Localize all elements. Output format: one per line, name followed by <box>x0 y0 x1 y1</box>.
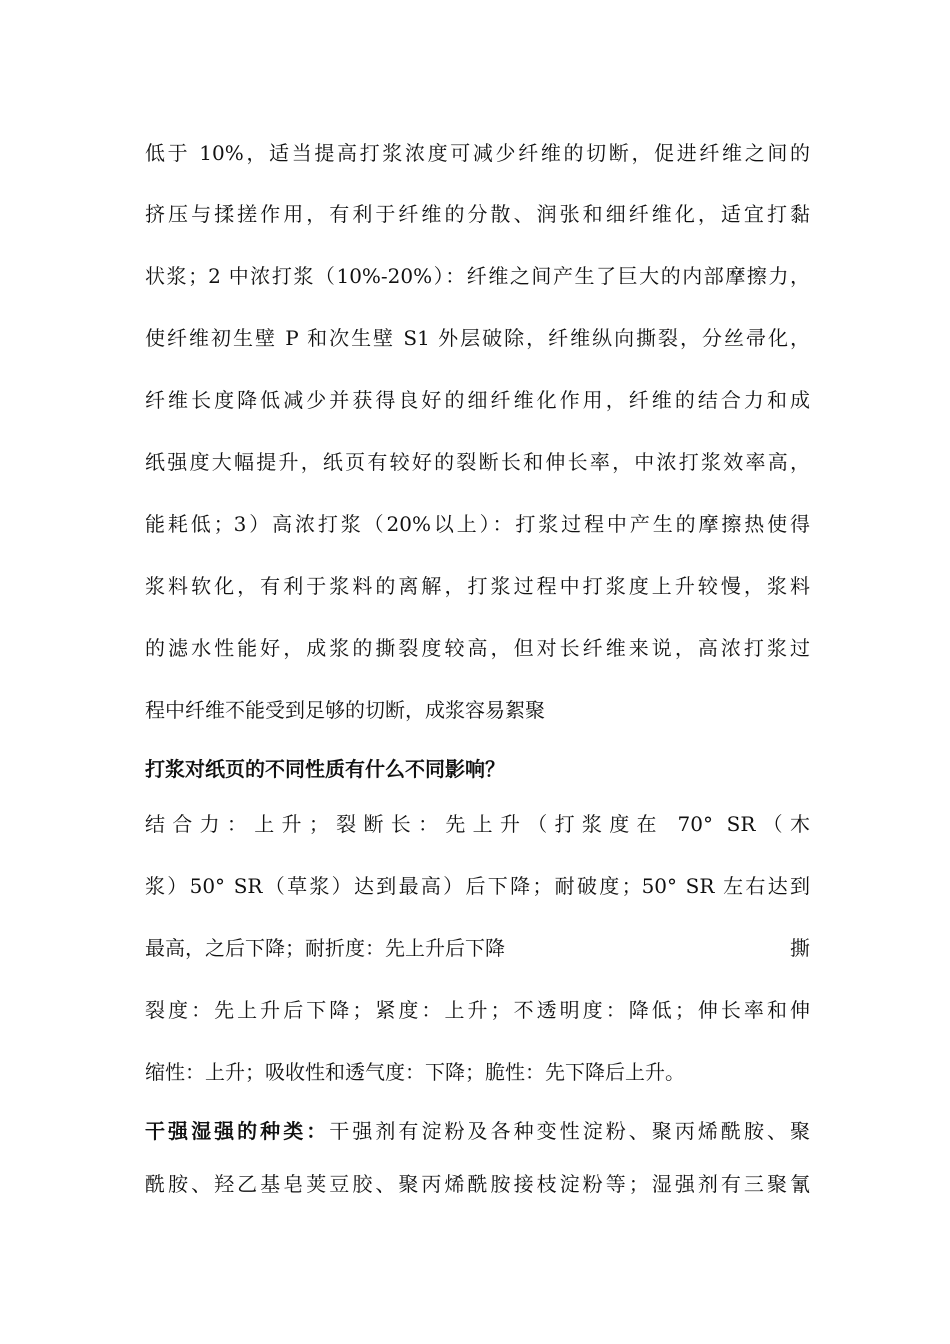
paragraph-line: 酰胺、羟乙基皂荚豆胶、聚丙烯酰胺接枝淀粉等；湿强剂有三聚氰 <box>145 1172 810 1196</box>
paragraph-line: 的滤水性能好，成浆的撕裂度较高，但对长纤维来说，高浓打浆过 <box>145 636 810 660</box>
paragraph-line: 裂度：先上升后下降；紧度：上升；不透明度：降低；伸长率和伸 <box>145 998 810 1022</box>
paragraph-line: 能耗低；3）高浓打浆（20%以上）：打浆过程中产生的摩擦热使得 <box>145 512 810 536</box>
paragraph-line <box>145 934 810 962</box>
paragraph-line: 浆）50° SR（草浆）达到最高）后下降；耐破度；50° SR 左右达到 <box>145 874 810 898</box>
paragraph-line: 使纤维初生壁 P 和次生壁 S1 外层破除，纤维纵向撕裂，分丝帚化， <box>145 326 810 350</box>
paragraph-line: 结合力：上升；裂断长：先上升（打浆度在 70° SR（木 <box>145 812 810 836</box>
paragraph-text: 撕 <box>790 936 810 960</box>
paragraph-line: 状浆；2 中浓打浆（10%-20%）：纤维之间产生了巨大的内部摩擦力， <box>145 264 810 288</box>
paragraph-line: 纸强度大幅提升，纸页有较好的裂断长和伸长率，中浓打浆效率高， <box>145 450 810 474</box>
paragraph-line: 缩性：上升；吸收性和透气度：下降；脆性：先下降后上升。 <box>145 1060 685 1084</box>
paragraph-text: 最高，之后下降；耐折度：先上升后下降 <box>145 936 505 960</box>
paragraph-line <box>145 1117 810 1145</box>
paragraph-line: 低于 10%，适当提高打浆浓度可减少纤维的切断，促进纤维之间的 <box>145 141 810 165</box>
paragraph-lead: 干强湿强的种类： <box>145 1119 330 1143</box>
paragraph-line: 浆料软化，有利于浆料的离解，打浆过程中打浆度上升较慢，浆料 <box>145 574 810 598</box>
paragraph-text: 干强剂有淀粉及各种变性淀粉、聚丙烯酰胺、聚 <box>329 1119 811 1143</box>
paragraph-line: 程中纤维不能受到足够的切断，成浆容易絮聚 <box>145 698 545 722</box>
section-heading: 打浆对纸页的不同性质有什么不同影响？ <box>145 757 505 781</box>
paragraph-line: 挤压与揉搓作用，有利于纤维的分散、润张和细纤维化，适宜打黏 <box>145 202 810 226</box>
paragraph-line: 纤维长度降低减少并获得良好的细纤维化作用，纤维的结合力和成 <box>145 388 810 412</box>
